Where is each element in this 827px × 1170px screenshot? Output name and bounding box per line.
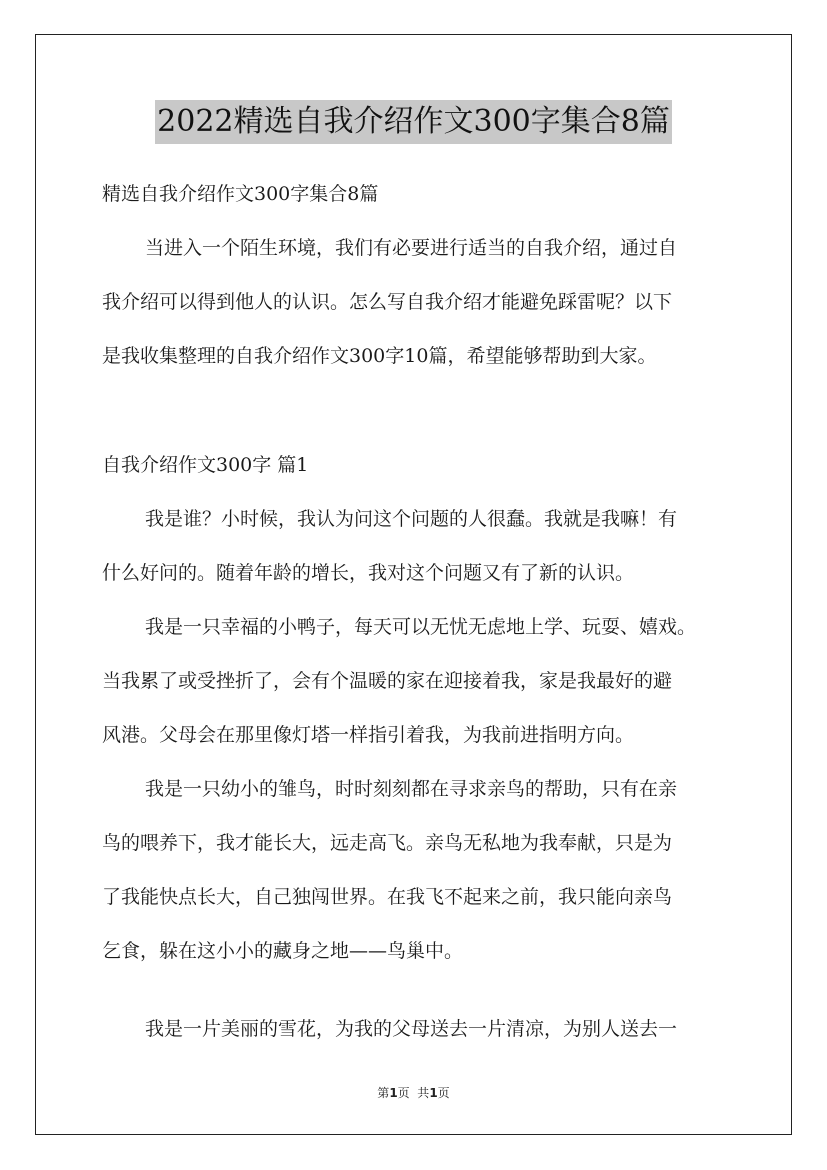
intro-line-1: 当进入一个陌生环境，我们有必要进行适当的自我介绍，通过自 bbox=[145, 237, 678, 259]
document-title: 2022精选自我介绍作文300字集合8篇 bbox=[155, 100, 672, 144]
footer-page-suffix: 页 bbox=[437, 1086, 450, 1100]
intro-line-3: 是我收集整理的自我介绍作文300字10篇，希望能够帮助到大家。 bbox=[102, 345, 657, 367]
footer-page-current: 1 bbox=[389, 1086, 398, 1100]
paragraph1-line-2: 什么好问的。随着年龄的增长，我对这个问题又有了新的认识。 bbox=[102, 562, 635, 584]
paragraph4-line-1: 我是一片美丽的雪花，为我的父母送去一片清凉，为别人送去一 bbox=[145, 1018, 678, 1040]
paragraph3-line-1: 我是一只幼小的雏鸟，时时刻刻都在寻求亲鸟的帮助，只有在亲 bbox=[145, 778, 678, 800]
paragraph3-line-2: 鸟的喂养下，我才能长大，远走高飞。亲鸟无私地为我奉献，只是为 bbox=[102, 832, 673, 854]
paragraph2-line-2: 当我累了或受挫折了，会有个温暖的家在迎接着我，家是我最好的避 bbox=[102, 670, 673, 692]
footer-page-total: 1 bbox=[429, 1086, 438, 1100]
page-footer bbox=[0, 1085, 827, 1101]
document-subtitle: 精选自我介绍作文300字集合8篇 bbox=[102, 183, 379, 205]
footer-page-mid: 页 共 bbox=[397, 1086, 430, 1100]
paragraph1-line-1: 我是谁？小时候，我认为问这个问题的人很蠢。我就是我嘛！有 bbox=[145, 508, 678, 530]
paragraph3-line-3: 了我能快点长大，自己独闯世界。在我飞不起来之前，我只能向亲鸟 bbox=[102, 886, 673, 908]
paragraph3-line-4: 乞食，躲在这小小的藏身之地——鸟巢中。 bbox=[102, 940, 464, 962]
paragraph2-line-3: 风港。父母会在那里像灯塔一样指引着我，为我前进指明方向。 bbox=[102, 724, 635, 746]
intro-line-2: 我介绍可以得到他人的认识。怎么写自我介绍才能避免踩雷呢？以下 bbox=[102, 291, 673, 313]
section-heading: 自我介绍作文300字 篇1 bbox=[102, 454, 309, 476]
paragraph2-line-1: 我是一只幸福的小鸭子，每天可以无忧无虑地上学、玩耍、嬉戏。 bbox=[145, 616, 697, 638]
footer-page-prefix: 第 bbox=[377, 1086, 390, 1100]
title-container bbox=[0, 100, 827, 144]
